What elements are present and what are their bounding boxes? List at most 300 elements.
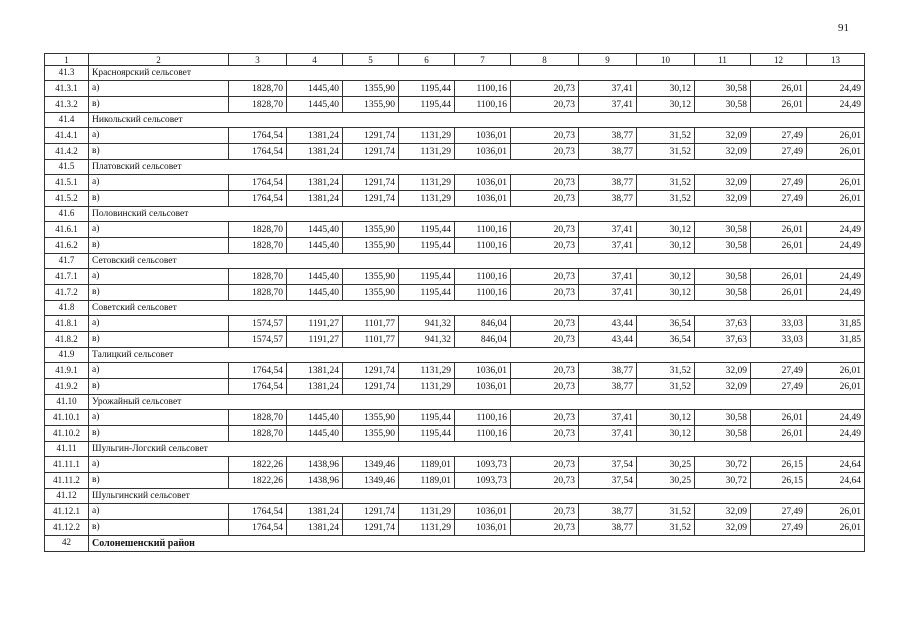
value-cell: 30,58 — [695, 97, 751, 113]
value-cell: 1291,74 — [343, 175, 399, 191]
value-cell: 30,25 — [637, 473, 695, 489]
value-cell: 26,01 — [807, 175, 865, 191]
value-cell: 1036,01 — [455, 144, 511, 160]
value-cell: 1191,27 — [287, 332, 343, 348]
value-cell: 24,49 — [807, 222, 865, 238]
value-cell: 1764,54 — [229, 504, 287, 520]
section-name: Талицкий сельсовет — [89, 348, 865, 363]
value-cell: 1445,40 — [287, 81, 343, 97]
row-code: 41.7.2 — [45, 285, 89, 301]
value-cell: 27,49 — [751, 363, 807, 379]
value-cell: 1381,24 — [287, 379, 343, 395]
value-cell: 37,54 — [579, 457, 637, 473]
row-label: в) — [89, 191, 229, 207]
page-number: 91 — [838, 22, 849, 34]
row-code: 41.6.1 — [45, 222, 89, 238]
value-cell: 1101,77 — [343, 332, 399, 348]
table-row — [45, 473, 865, 489]
value-cell: 1191,27 — [287, 316, 343, 332]
row-label: а) — [89, 410, 229, 426]
column-header: 10 — [637, 54, 695, 66]
value-cell: 1189,01 — [399, 457, 455, 473]
value-cell: 30,72 — [695, 473, 751, 489]
value-cell: 20,73 — [511, 269, 579, 285]
value-cell: 26,01 — [807, 379, 865, 395]
value-cell: 1195,44 — [399, 410, 455, 426]
value-cell: 20,73 — [511, 97, 579, 113]
value-cell: 30,12 — [637, 269, 695, 285]
row-label: в) — [89, 97, 229, 113]
row-code: 41.12.1 — [45, 504, 89, 520]
value-cell: 1195,44 — [399, 426, 455, 442]
value-cell: 1764,54 — [229, 128, 287, 144]
value-cell: 36,54 — [637, 316, 695, 332]
row-code: 41.11.2 — [45, 473, 89, 489]
section-code: 41.7 — [45, 254, 89, 269]
value-cell: 1355,90 — [343, 410, 399, 426]
value-cell: 30,12 — [637, 285, 695, 301]
value-cell: 30,12 — [637, 426, 695, 442]
value-cell: 37,41 — [579, 81, 637, 97]
row-label: а) — [89, 222, 229, 238]
value-cell: 24,64 — [807, 473, 865, 489]
value-cell: 1355,90 — [343, 97, 399, 113]
value-cell: 27,49 — [751, 520, 807, 536]
value-cell: 32,09 — [695, 363, 751, 379]
column-header: 9 — [579, 54, 637, 66]
value-cell: 20,73 — [511, 128, 579, 144]
value-cell: 20,73 — [511, 175, 579, 191]
value-cell: 1195,44 — [399, 222, 455, 238]
value-cell: 37,41 — [579, 285, 637, 301]
value-cell: 1828,70 — [229, 222, 287, 238]
row-label: а) — [89, 363, 229, 379]
value-cell: 32,09 — [695, 191, 751, 207]
value-cell: 26,01 — [751, 269, 807, 285]
section-name: Урожайный сельсовет — [89, 395, 865, 410]
value-cell: 1195,44 — [399, 97, 455, 113]
row-label: а) — [89, 457, 229, 473]
value-cell: 1381,24 — [287, 191, 343, 207]
value-cell: 1036,01 — [455, 504, 511, 520]
value-cell: 38,77 — [579, 504, 637, 520]
row-code: 41.9.1 — [45, 363, 89, 379]
value-cell: 1131,29 — [399, 128, 455, 144]
value-cell: 20,73 — [511, 238, 579, 254]
row-code: 41.8.2 — [45, 332, 89, 348]
row-code: 41.3.1 — [45, 81, 89, 97]
value-cell: 1828,70 — [229, 81, 287, 97]
value-cell: 1291,74 — [343, 363, 399, 379]
value-cell: 1349,46 — [343, 457, 399, 473]
value-cell: 20,73 — [511, 191, 579, 207]
section-row — [45, 207, 865, 222]
row-code: 41.4.2 — [45, 144, 89, 160]
value-cell: 1828,70 — [229, 97, 287, 113]
value-cell: 1100,16 — [455, 426, 511, 442]
value-cell: 1822,26 — [229, 457, 287, 473]
value-cell: 20,73 — [511, 379, 579, 395]
section-name: Никольский сельсовет — [89, 113, 865, 128]
value-cell: 31,85 — [807, 332, 865, 348]
column-header: 6 — [399, 54, 455, 66]
value-cell: 37,63 — [695, 332, 751, 348]
value-cell: 26,01 — [807, 128, 865, 144]
value-cell: 1291,74 — [343, 144, 399, 160]
value-cell: 1828,70 — [229, 285, 287, 301]
table-row — [45, 238, 865, 254]
value-cell: 1822,26 — [229, 473, 287, 489]
value-cell: 26,01 — [751, 81, 807, 97]
value-cell: 1100,16 — [455, 410, 511, 426]
table-row — [45, 316, 865, 332]
value-cell: 37,41 — [579, 426, 637, 442]
value-cell: 31,52 — [637, 128, 695, 144]
district-code: 42 — [45, 536, 89, 552]
value-cell: 26,01 — [751, 238, 807, 254]
value-cell: 37,54 — [579, 473, 637, 489]
value-cell: 1445,40 — [287, 410, 343, 426]
value-cell: 941,32 — [399, 332, 455, 348]
value-cell: 26,01 — [751, 97, 807, 113]
value-cell: 1764,54 — [229, 144, 287, 160]
value-cell: 30,12 — [637, 97, 695, 113]
value-cell: 1355,90 — [343, 269, 399, 285]
value-cell: 26,01 — [751, 285, 807, 301]
section-code: 41.6 — [45, 207, 89, 222]
value-cell: 32,09 — [695, 175, 751, 191]
value-cell: 31,52 — [637, 379, 695, 395]
row-code: 41.3.2 — [45, 97, 89, 113]
section-name: Шульгинский сельсовет — [89, 489, 865, 504]
value-cell: 24,49 — [807, 410, 865, 426]
value-cell: 37,41 — [579, 410, 637, 426]
table-row — [45, 332, 865, 348]
value-cell: 1195,44 — [399, 81, 455, 97]
value-cell: 1036,01 — [455, 379, 511, 395]
section-row — [45, 254, 865, 269]
value-cell: 1291,74 — [343, 379, 399, 395]
section-code: 41.11 — [45, 442, 89, 457]
value-cell: 1131,29 — [399, 144, 455, 160]
value-cell: 20,73 — [511, 332, 579, 348]
value-cell: 846,04 — [455, 316, 511, 332]
value-cell: 1381,24 — [287, 363, 343, 379]
value-cell: 20,73 — [511, 222, 579, 238]
value-cell: 1355,90 — [343, 285, 399, 301]
value-cell: 20,73 — [511, 81, 579, 97]
value-cell: 1100,16 — [455, 269, 511, 285]
value-cell: 1764,54 — [229, 363, 287, 379]
value-cell: 38,77 — [579, 144, 637, 160]
section-name: Платовский сельсовет — [89, 160, 865, 175]
value-cell: 1445,40 — [287, 269, 343, 285]
section-row — [45, 160, 865, 175]
value-cell: 30,12 — [637, 410, 695, 426]
value-cell: 20,73 — [511, 410, 579, 426]
value-cell: 26,01 — [807, 520, 865, 536]
value-cell: 37,41 — [579, 238, 637, 254]
section-code: 41.4 — [45, 113, 89, 128]
value-cell: 1445,40 — [287, 285, 343, 301]
value-cell: 1445,40 — [287, 97, 343, 113]
value-cell: 941,32 — [399, 316, 455, 332]
column-header: 12 — [751, 54, 807, 66]
value-cell: 30,58 — [695, 410, 751, 426]
value-cell: 37,41 — [579, 97, 637, 113]
row-code: 41.5.2 — [45, 191, 89, 207]
table-row — [45, 191, 865, 207]
value-cell: 1195,44 — [399, 269, 455, 285]
value-cell: 20,73 — [511, 457, 579, 473]
table-row — [45, 520, 865, 536]
value-cell: 1093,73 — [455, 473, 511, 489]
value-cell: 1131,29 — [399, 363, 455, 379]
value-cell: 37,41 — [579, 269, 637, 285]
value-cell: 20,73 — [511, 144, 579, 160]
row-label: в) — [89, 332, 229, 348]
table-row — [45, 363, 865, 379]
section-code: 41.3 — [45, 66, 89, 81]
value-cell: 31,52 — [637, 175, 695, 191]
value-cell: 1381,24 — [287, 520, 343, 536]
table-row — [45, 144, 865, 160]
value-cell: 33,03 — [751, 332, 807, 348]
column-header: 11 — [695, 54, 751, 66]
table-row — [45, 222, 865, 238]
section-name: Половинский сельсовет — [89, 207, 865, 222]
value-cell: 27,49 — [751, 379, 807, 395]
value-cell: 30,72 — [695, 457, 751, 473]
row-code: 41.10.1 — [45, 410, 89, 426]
section-code: 41.12 — [45, 489, 89, 504]
value-cell: 43,44 — [579, 316, 637, 332]
value-cell: 20,73 — [511, 363, 579, 379]
value-cell: 24,49 — [807, 285, 865, 301]
row-label: в) — [89, 144, 229, 160]
value-cell: 38,77 — [579, 363, 637, 379]
table-row — [45, 457, 865, 473]
row-code: 41.4.1 — [45, 128, 89, 144]
row-label: в) — [89, 285, 229, 301]
value-cell: 31,52 — [637, 363, 695, 379]
row-label: в) — [89, 379, 229, 395]
row-label: а) — [89, 316, 229, 332]
table-row — [45, 379, 865, 395]
value-cell: 1574,57 — [229, 332, 287, 348]
value-cell: 26,01 — [751, 222, 807, 238]
column-header: 1 — [45, 54, 89, 66]
section-name: Сетовский сельсовет — [89, 254, 865, 269]
value-cell: 1100,16 — [455, 222, 511, 238]
value-cell: 32,09 — [695, 144, 751, 160]
value-cell: 1036,01 — [455, 520, 511, 536]
section-row — [45, 113, 865, 128]
value-cell: 1355,90 — [343, 222, 399, 238]
value-cell: 1101,77 — [343, 316, 399, 332]
value-cell: 37,41 — [579, 222, 637, 238]
value-cell: 1828,70 — [229, 238, 287, 254]
row-label: в) — [89, 238, 229, 254]
value-cell: 1355,90 — [343, 81, 399, 97]
value-cell: 1100,16 — [455, 238, 511, 254]
value-cell: 30,25 — [637, 457, 695, 473]
value-cell: 27,49 — [751, 504, 807, 520]
value-cell: 24,49 — [807, 81, 865, 97]
value-cell: 26,01 — [807, 144, 865, 160]
tariff-table — [44, 53, 865, 552]
value-cell: 1093,73 — [455, 457, 511, 473]
column-header: 5 — [343, 54, 399, 66]
value-cell: 30,58 — [695, 238, 751, 254]
table-row — [45, 175, 865, 191]
column-header: 4 — [287, 54, 343, 66]
section-row — [45, 66, 865, 81]
table-body — [45, 54, 865, 552]
value-cell: 1355,90 — [343, 426, 399, 442]
section-code: 41.10 — [45, 395, 89, 410]
column-header: 7 — [455, 54, 511, 66]
value-cell: 1291,74 — [343, 520, 399, 536]
value-cell: 1381,24 — [287, 504, 343, 520]
value-cell: 32,09 — [695, 128, 751, 144]
value-cell: 31,52 — [637, 504, 695, 520]
value-cell: 31,52 — [637, 191, 695, 207]
value-cell: 43,44 — [579, 332, 637, 348]
column-header: 2 — [89, 54, 229, 66]
table-row — [45, 97, 865, 113]
value-cell: 30,58 — [695, 222, 751, 238]
value-cell: 1100,16 — [455, 81, 511, 97]
value-cell: 1131,29 — [399, 175, 455, 191]
row-label: а) — [89, 128, 229, 144]
value-cell: 20,73 — [511, 285, 579, 301]
value-cell: 1195,44 — [399, 238, 455, 254]
value-cell: 1131,29 — [399, 191, 455, 207]
value-cell: 1445,40 — [287, 426, 343, 442]
value-cell: 1381,24 — [287, 128, 343, 144]
value-cell: 20,73 — [511, 520, 579, 536]
value-cell: 27,49 — [751, 191, 807, 207]
district-row — [45, 536, 865, 552]
row-label: в) — [89, 426, 229, 442]
value-cell: 27,49 — [751, 128, 807, 144]
value-cell: 38,77 — [579, 379, 637, 395]
value-cell: 1195,44 — [399, 285, 455, 301]
value-cell: 1438,96 — [287, 457, 343, 473]
section-row — [45, 395, 865, 410]
row-code: 41.12.2 — [45, 520, 89, 536]
section-name: Советский сельсовет — [89, 301, 865, 316]
value-cell: 30,58 — [695, 269, 751, 285]
value-cell: 1828,70 — [229, 426, 287, 442]
row-code: 41.5.1 — [45, 175, 89, 191]
value-cell: 31,52 — [637, 520, 695, 536]
value-cell: 1036,01 — [455, 191, 511, 207]
value-cell: 1100,16 — [455, 97, 511, 113]
value-cell: 24,49 — [807, 426, 865, 442]
value-cell: 1445,40 — [287, 222, 343, 238]
value-cell: 1291,74 — [343, 504, 399, 520]
value-cell: 1291,74 — [343, 128, 399, 144]
value-cell: 38,77 — [579, 128, 637, 144]
value-cell: 1291,74 — [343, 191, 399, 207]
row-label: а) — [89, 504, 229, 520]
value-cell: 1764,54 — [229, 175, 287, 191]
section-code: 41.8 — [45, 301, 89, 316]
value-cell: 1131,29 — [399, 520, 455, 536]
row-label: а) — [89, 81, 229, 97]
row-label: а) — [89, 269, 229, 285]
value-cell: 26,01 — [751, 426, 807, 442]
value-cell: 1131,29 — [399, 504, 455, 520]
value-cell: 1036,01 — [455, 363, 511, 379]
value-cell: 30,58 — [695, 426, 751, 442]
table-row — [45, 269, 865, 285]
value-cell: 1349,46 — [343, 473, 399, 489]
value-cell: 1036,01 — [455, 175, 511, 191]
value-cell: 1574,57 — [229, 316, 287, 332]
value-cell: 1131,29 — [399, 379, 455, 395]
section-name: Красноярский сельсовет — [89, 66, 865, 81]
value-cell: 30,58 — [695, 285, 751, 301]
value-cell: 38,77 — [579, 175, 637, 191]
value-cell: 24,49 — [807, 97, 865, 113]
value-cell: 1438,96 — [287, 473, 343, 489]
value-cell: 1828,70 — [229, 410, 287, 426]
value-cell: 1764,54 — [229, 379, 287, 395]
value-cell: 38,77 — [579, 520, 637, 536]
value-cell: 31,52 — [637, 144, 695, 160]
section-code: 41.9 — [45, 348, 89, 363]
row-code: 41.6.2 — [45, 238, 89, 254]
value-cell: 32,09 — [695, 520, 751, 536]
value-cell: 846,04 — [455, 332, 511, 348]
row-label: в) — [89, 473, 229, 489]
value-cell: 1355,90 — [343, 238, 399, 254]
section-row — [45, 301, 865, 316]
value-cell: 36,54 — [637, 332, 695, 348]
value-cell: 20,73 — [511, 426, 579, 442]
value-cell: 1100,16 — [455, 285, 511, 301]
value-cell: 30,58 — [695, 81, 751, 97]
value-cell: 27,49 — [751, 144, 807, 160]
value-cell: 1036,01 — [455, 128, 511, 144]
value-cell: 31,85 — [807, 316, 865, 332]
value-cell: 1381,24 — [287, 175, 343, 191]
table-row — [45, 504, 865, 520]
value-cell: 24,64 — [807, 457, 865, 473]
value-cell: 26,01 — [807, 363, 865, 379]
district-name: Солонешенский район — [89, 536, 865, 552]
table-row — [45, 410, 865, 426]
section-row — [45, 489, 865, 504]
value-cell: 30,12 — [637, 222, 695, 238]
value-cell: 32,09 — [695, 379, 751, 395]
value-cell: 1189,01 — [399, 473, 455, 489]
value-cell: 1381,24 — [287, 144, 343, 160]
table-row — [45, 128, 865, 144]
section-row — [45, 442, 865, 457]
value-cell: 26,01 — [751, 410, 807, 426]
row-code: 41.11.1 — [45, 457, 89, 473]
value-cell: 26,15 — [751, 473, 807, 489]
row-code: 41.9.2 — [45, 379, 89, 395]
row-code: 41.7.1 — [45, 269, 89, 285]
value-cell: 33,03 — [751, 316, 807, 332]
value-cell: 32,09 — [695, 504, 751, 520]
value-cell: 26,01 — [807, 191, 865, 207]
